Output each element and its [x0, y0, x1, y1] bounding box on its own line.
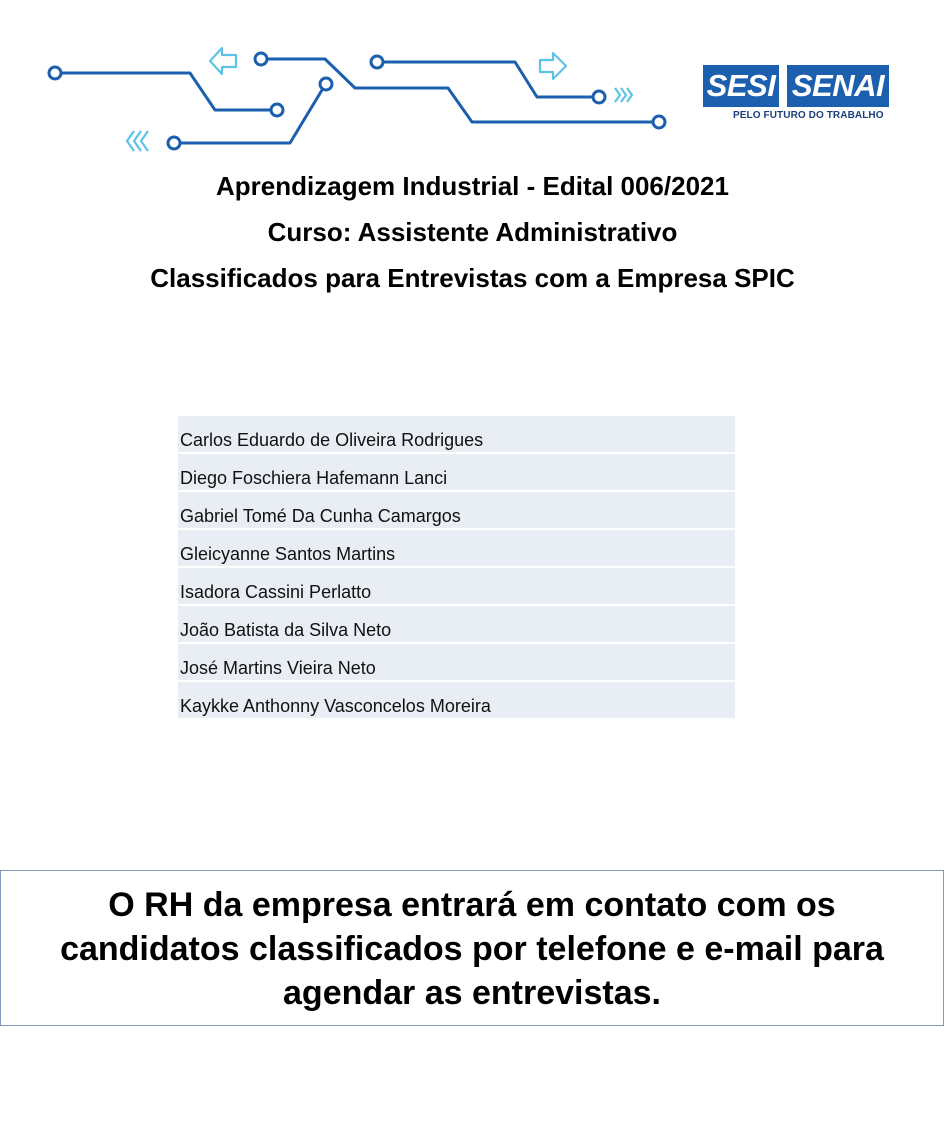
table-row: Gabriel Tomé Da Cunha Camargos	[178, 492, 735, 528]
notice-line-3: agendar as entrevistas.	[283, 974, 661, 1012]
page-titles	[0, 163, 945, 301]
notice-box	[0, 870, 944, 1026]
candidates-table	[178, 416, 735, 718]
sesi-logo-mark: SESI	[703, 65, 779, 107]
notice-line-1: O RH da empresa entrará em contato com os	[108, 886, 836, 924]
title-course: Curso: Assistente Administrativo	[267, 217, 678, 247]
table-row: João Batista da Silva Neto	[178, 606, 735, 642]
title-edital: Aprendizagem Industrial - Edital 006/2021	[216, 171, 729, 201]
table-row: Kaykke Anthonny Vasconcelos Moreira	[178, 682, 735, 718]
table-row: Isadora Cassini Perlatto	[178, 568, 735, 604]
table-row: Carlos Eduardo de Oliveira Rodrigues	[178, 416, 735, 452]
table-row: José Martins Vieira Neto	[178, 644, 735, 680]
notice-line-2: candidatos classificados por telefone e e-mail para	[60, 930, 884, 968]
logo-tagline: PELO FUTURO DO TRABALHO	[733, 110, 884, 121]
senai-logo-mark: SENAI	[787, 65, 889, 107]
table-row: Diego Foschiera Hafemann Lanci	[178, 454, 735, 490]
title-classified: Classificados para Entrevistas com a Empresa SPIC	[150, 263, 795, 293]
table-row: Gleicyanne Santos Martins	[178, 530, 735, 566]
sesi-senai-logo	[703, 65, 889, 127]
